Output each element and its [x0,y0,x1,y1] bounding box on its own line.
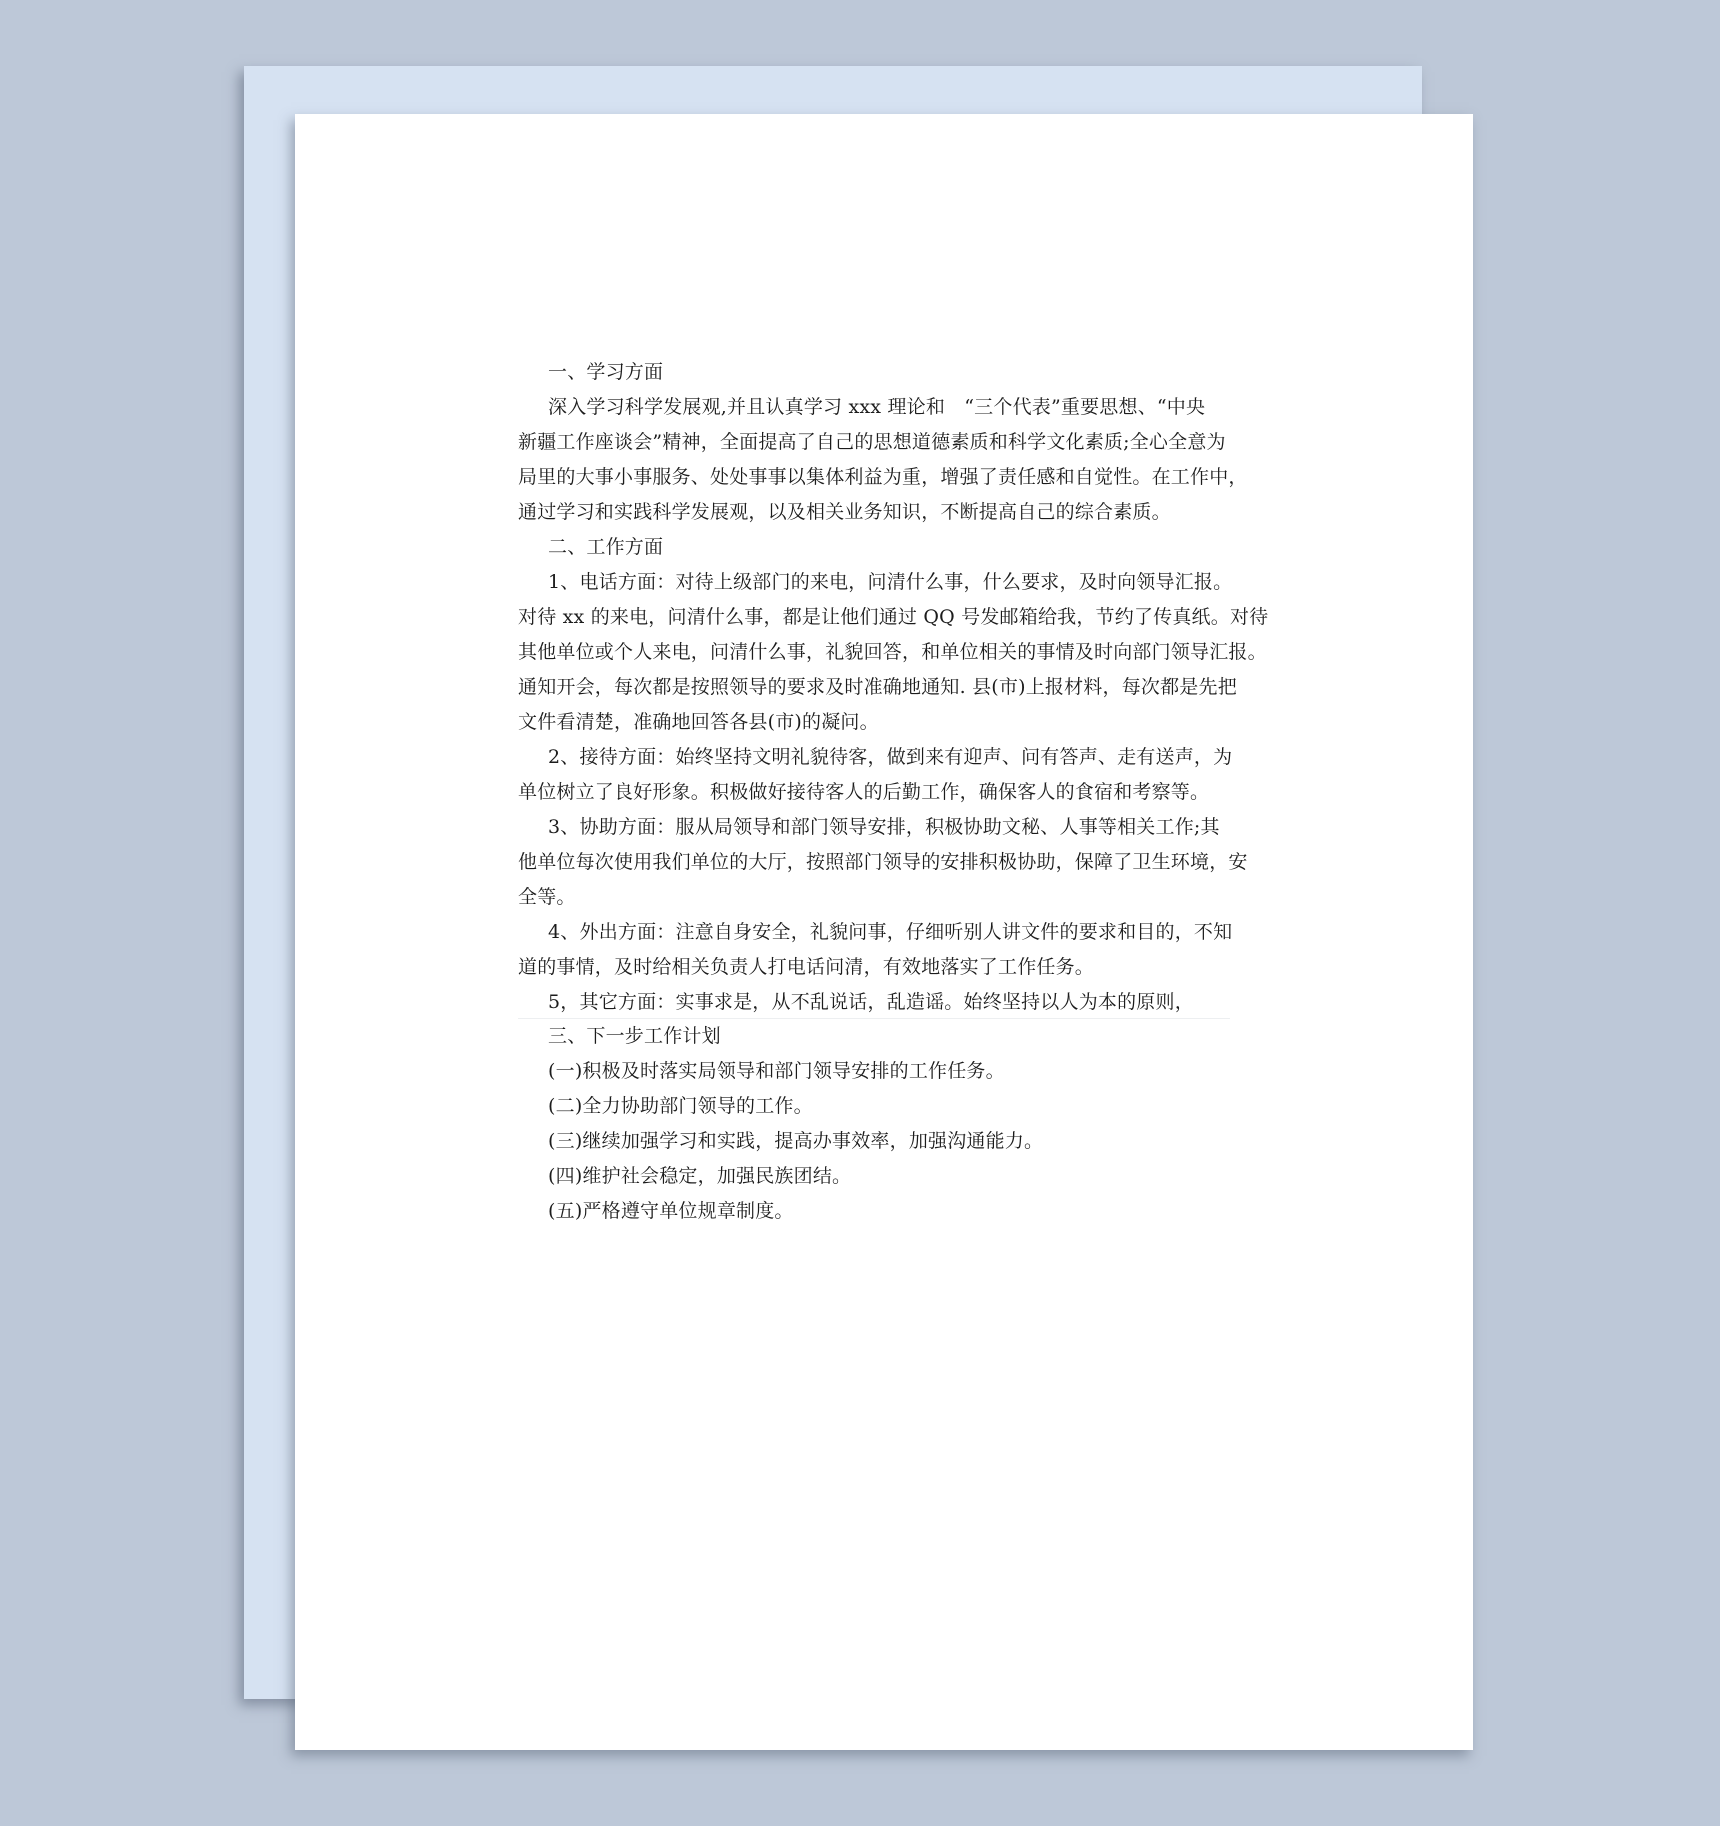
text-line: 一、学习方面 [548,361,664,383]
document-page [295,114,1473,1750]
text-line: 其他单位或个人来电，问清什么事，礼貌回答，和单位相关的事情及时向部门领导汇报。 [518,641,1267,663]
text-line: (四)维护社会稳定，加强民族团结。 [548,1165,852,1187]
text-line: 1、电话方面：对待上级部门的来电，问清什么事，什么要求，及时向领导汇报。 [548,571,1233,593]
text-line: 通过学习和实践科学发展观，以及相关业务知识，不断提高自己的综合素质。 [518,501,1171,523]
text-line: 新疆工作座谈会”精神，全面提高了自己的思想道德素质和科学文化素质;全心全意为 [518,431,1226,453]
text-line: 道的事情，及时给相关负责人打电话问清，有效地落实了工作任务。 [518,956,1095,978]
text-line: 2、接待方面：始终坚持文明礼貌待客，做到来有迎声、问有答声、走有送声，为 [548,746,1233,768]
text-line: 4、外出方面：注意自身安全，礼貌问事，仔细听别人讲文件的要求和目的，不知 [548,921,1233,943]
text-line: (三)继续加强学习和实践，提高办事效率，加强沟通能力。 [548,1130,1044,1152]
text-line: 5，其它方面：实事求是，从不乱说话，乱造谣。始终坚持以人为本的原则， [518,985,1230,1019]
text-line: 全等。 [518,886,576,908]
text-line: 文件看清楚，准确地回答各县(市)的凝问。 [518,711,879,733]
document-text [518,355,1269,1229]
text-line: 二、工作方面 [548,536,664,558]
text-line: 三、下一步工作计划 [548,1025,721,1047]
text-line: 局里的大事小事服务、处处事事以集体利益为重，增强了责任感和自觉性。在工作中， [518,466,1248,488]
text-line: 对待 xx 的来电，问清什么事，都是让他们通过 QQ 号发邮箱给我，节约了传真纸。对待 [518,606,1269,628]
text-line: 通知开会，每次都是按照领导的要求及时准确地通知. 县(市)上报材料，每次都是先把 [518,676,1237,698]
text-line: 他单位每次使用我们单位的大厅，按照部门领导的安排积极协助，保障了卫生环境，安 [518,851,1248,873]
text-line: (五)严格遵守单位规章制度。 [548,1200,794,1222]
text-line: (一)积极及时落实局领导和部门领导安排的工作任务。 [548,1060,1005,1082]
text-line: 3、协助方面：服从局领导和部门领导安排，积极协助文秘、人事等相关工作;其 [548,816,1220,838]
text-line: (二)全力协助部门领导的工作。 [548,1095,813,1117]
text-line: 单位树立了良好形象。积极做好接待客人的后勤工作，确保客人的食宿和考察等。 [518,781,1210,803]
text-line: 深入学习科学发展观,并且认真学习 xxx 理论和 “三个代表”重要思想、“中央 [548,396,1206,418]
